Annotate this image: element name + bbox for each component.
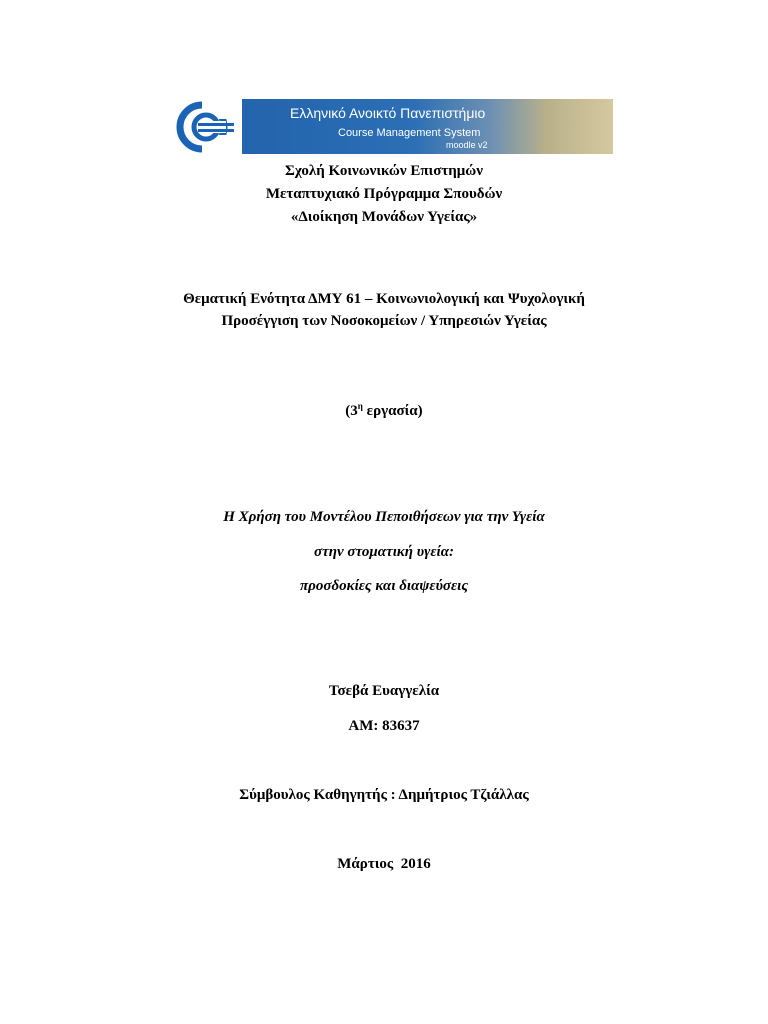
program-title: «Διοίκηση Μονάδων Υγείας» bbox=[290, 209, 478, 225]
assignment-superscript: η bbox=[357, 401, 363, 411]
thesis-title-line-1: Η Χρήση του Μοντέλου Πεποιθήσεων για την Υγεία bbox=[223, 509, 545, 525]
assignment-rest: εργασία) bbox=[362, 403, 423, 419]
banner-version: moodle v2 bbox=[446, 140, 488, 150]
assignment-open: (3 bbox=[345, 403, 358, 419]
author-name: Τσεβά Ευαγγελία bbox=[328, 683, 440, 699]
eap-logo-icon bbox=[172, 101, 242, 153]
advisor: Σύμβουλος Καθηγητής : Δημήτριος Τζιάλλας bbox=[239, 787, 529, 803]
university-logo bbox=[170, 99, 242, 154]
date: Μάρτιος 2016 bbox=[337, 856, 431, 872]
module-line-1: Θεματική Ενότητα ΔΜΥ 61 – Κοινωνιολογική και Ψυχολογική bbox=[183, 291, 585, 307]
module-line-2: Προσέγγιση των Νοσοκομείων / Υπηρεσιών Υγείας bbox=[221, 313, 547, 329]
thesis-title-line-3: προσδοκίες και διαψεύσεις bbox=[299, 578, 469, 594]
school-name: Σχολή Κοινωνικών Επιστημών bbox=[285, 163, 483, 179]
assignment-number bbox=[0, 402, 768, 420]
thesis-title-line-2: στην στοματική υγεία: bbox=[313, 544, 454, 560]
program-name: Μεταπτυχιακό Πρόγραμμα Σπουδών bbox=[265, 186, 503, 202]
student-id: ΑΜ: 83637 bbox=[348, 718, 420, 734]
university-banner bbox=[170, 99, 613, 154]
banner-title: Ελληνικό Ανοικτό Πανεπιστήμιο bbox=[290, 105, 486, 121]
banner-subtitle: Course Management System bbox=[338, 127, 481, 139]
